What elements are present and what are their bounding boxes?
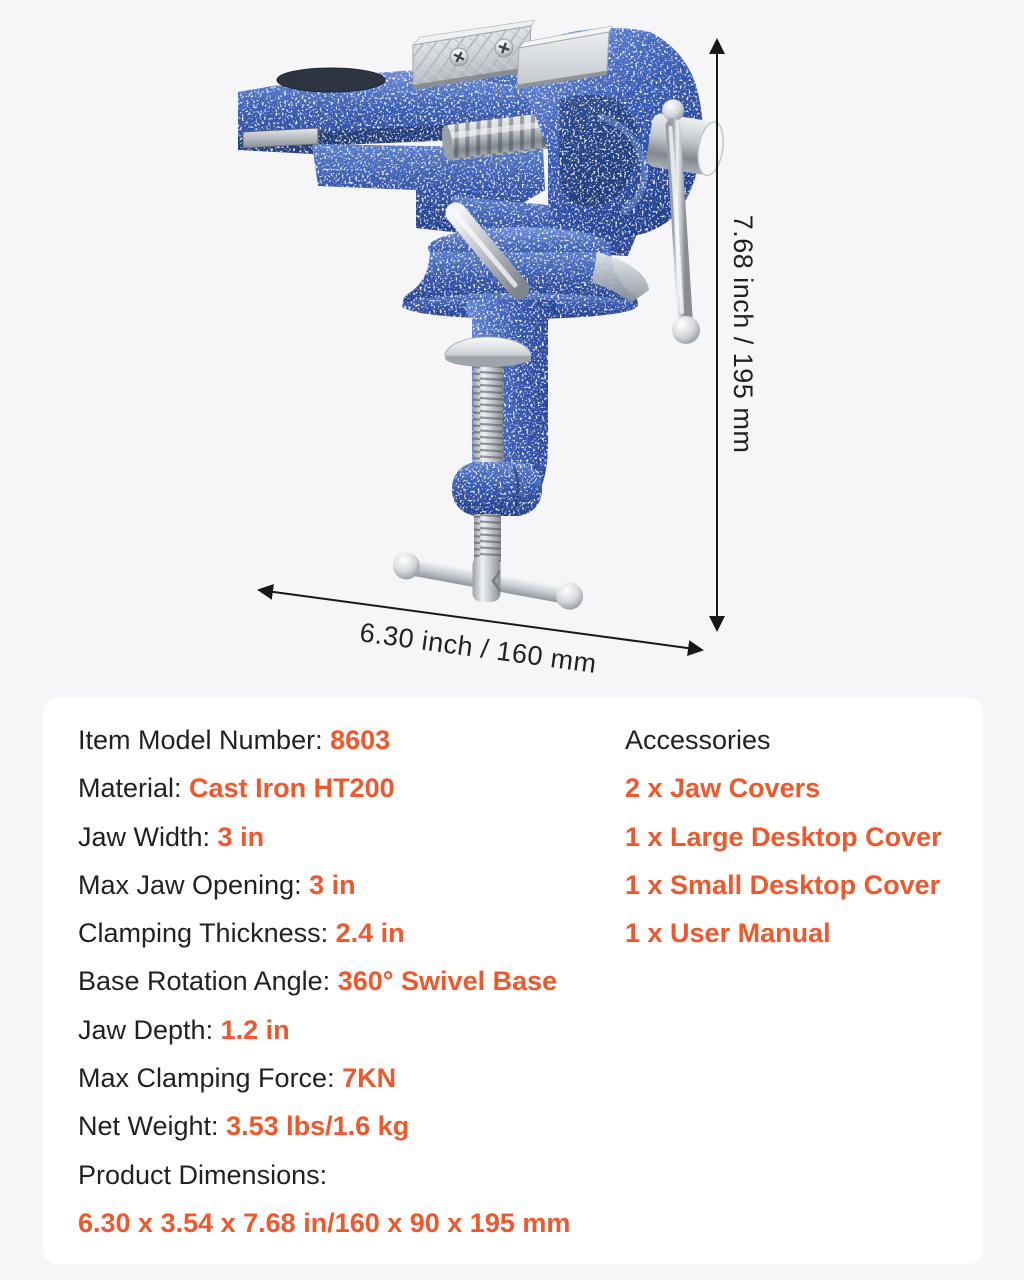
spec-label: Net Weight: (78, 1111, 227, 1142)
spec-row (78, 1102, 618, 1150)
clamp-bracket (452, 462, 542, 516)
accessory-list (625, 764, 965, 957)
spec-value: 3 in (217, 821, 265, 852)
spec-row (78, 764, 618, 812)
spec-label: Max Jaw Opening: (78, 869, 310, 900)
spec-value: 8603 (330, 725, 391, 755)
spec-label: Material: (78, 773, 190, 804)
width-dimension-label: 6.30 inch / 160 mm (357, 617, 599, 679)
accessories-title: Accessories (625, 725, 771, 755)
spec-row (78, 716, 618, 764)
accessories-section (625, 716, 965, 957)
spec-label: Item Model Number: (78, 725, 331, 755)
jaw-top-boss (277, 68, 385, 92)
spec-value: Cast Iron HT200 (189, 773, 395, 804)
spec-label: Product Dimensions: (78, 1159, 328, 1190)
height-dimension (717, 40, 758, 630)
accessory-item: 1 x User Manual (625, 918, 831, 949)
slide-way-strip (243, 128, 318, 148)
accessory-item: 1 x Small Desktop Cover (625, 869, 941, 900)
accessory-item: 1 x Large Desktop Cover (625, 821, 942, 852)
spec-label: Jaw Width: (78, 821, 218, 852)
spec-row (78, 957, 618, 1005)
spec-row (78, 813, 618, 861)
spec-value: 360° Swivel Base (337, 966, 558, 997)
spec-value: 6.30 x 3.54 x 7.68 in/160 x 90 x 195 mm (78, 1207, 571, 1238)
spec-label: Clamping Thickness: (78, 918, 336, 949)
spec-list (78, 716, 618, 1247)
spec-row (78, 1054, 618, 1102)
spec-label: Base Rotation Angle: (78, 966, 338, 997)
width-dimension (259, 590, 702, 679)
spec-card (43, 698, 983, 1264)
spec-row (78, 1151, 618, 1199)
spec-row (78, 1199, 618, 1247)
spec-value: 3.53 lbs/1.6 kg (226, 1111, 410, 1142)
spec-row (78, 1006, 618, 1054)
spec-row (78, 909, 618, 957)
spec-row (78, 861, 618, 909)
spec-value: 2.4 in (335, 918, 405, 949)
spec-label: Max Clamping Force: (78, 1063, 343, 1094)
clamp-screw-lower (474, 514, 501, 562)
height-dimension-label: 7.68 inch / 195 mm (728, 214, 758, 454)
spec-label: Jaw Depth: (78, 1014, 221, 1045)
clamp-screw-hub (473, 556, 501, 602)
accessory-item: 2 x Jaw Covers (625, 773, 821, 804)
spec-value: 7KN (342, 1063, 397, 1094)
spec-value: 3 in (309, 869, 356, 900)
spec-value: 1.2 in (220, 1014, 290, 1045)
